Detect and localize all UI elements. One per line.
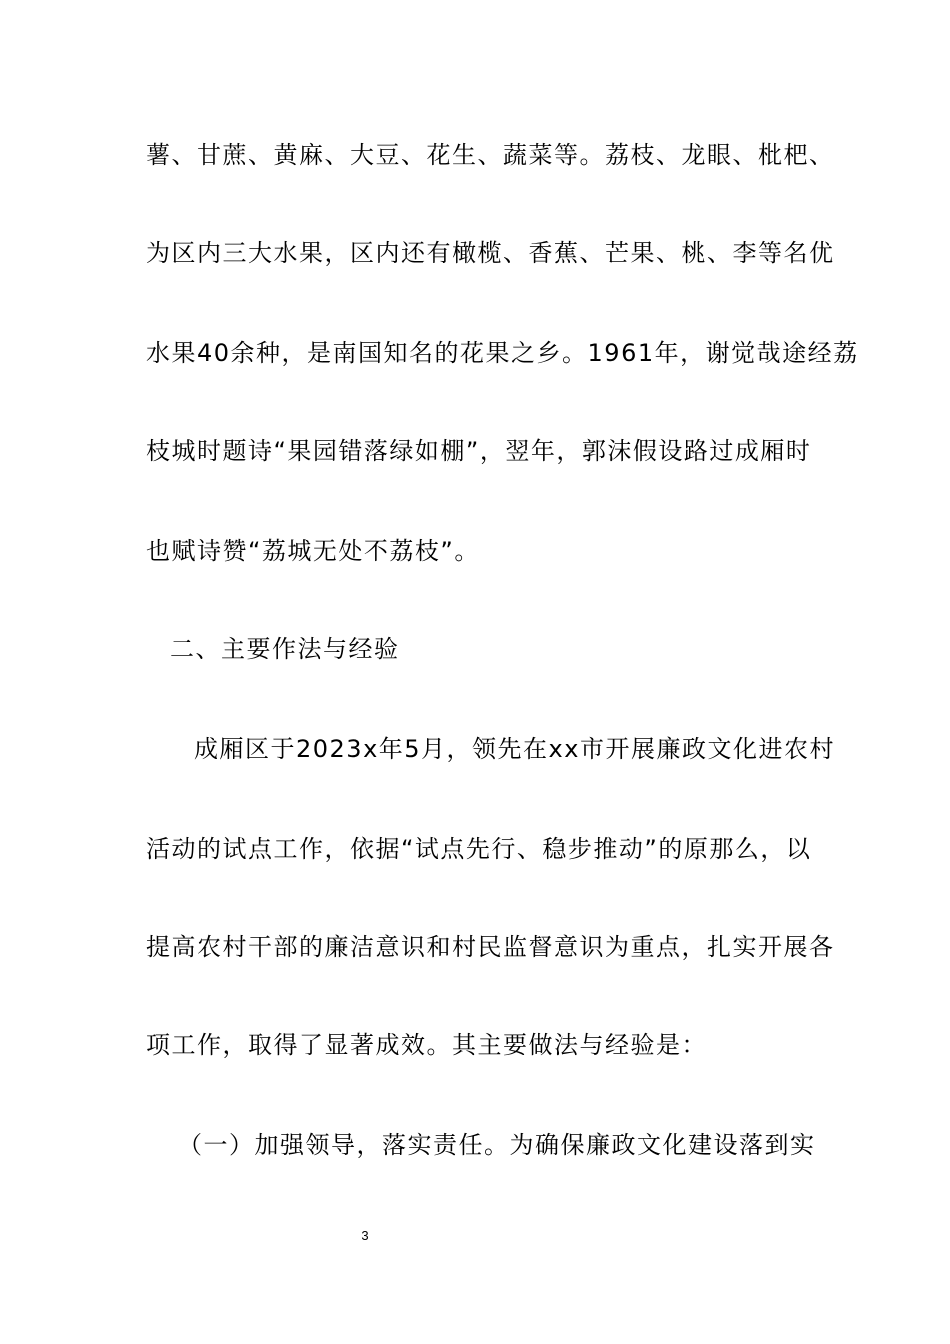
paragraph-line-9: 项工作，取得了显著成效。其主要做法与经验是： xyxy=(146,1031,707,1059)
section-heading: 二、主要作法与经验 xyxy=(170,635,400,663)
paragraph-line-1: 薯、甘蔗、黄麻、大豆、花生、蔬菜等。荔枝、龙眼、枇杷、 xyxy=(146,141,835,169)
paragraph-line-5: 也赋诗赞“荔城无处不荔枝”。 xyxy=(146,537,480,565)
paragraph-line-4: 枝城时题诗“果园错落绿如棚”，翌年，郭沫假设路过成厢时 xyxy=(146,437,812,465)
subheading-line: （一）加强领导，落实责任。为确保廉政文化建设落到实 xyxy=(178,1131,816,1159)
paragraph-line-8: 提高农村干部的廉洁意识和村民监督意识为重点，扎实开展各 xyxy=(146,933,835,961)
page-number: 3 xyxy=(361,1228,369,1243)
paragraph-line-3: 水果40余种，是南国知名的花果之乡。1961年，谢觉哉途经荔 xyxy=(146,339,859,367)
paragraph-line-6: 成厢区于2023x年5月，领先在xx市开展廉政文化进农村 xyxy=(194,735,835,763)
paragraph-line-2: 为区内三大水果，区内还有橄榄、香蕉、芒果、桃、李等名优 xyxy=(146,239,835,267)
paragraph-line-7: 活动的试点工作，依据“试点先行、稳步推动”的原那么，以 xyxy=(146,835,812,863)
